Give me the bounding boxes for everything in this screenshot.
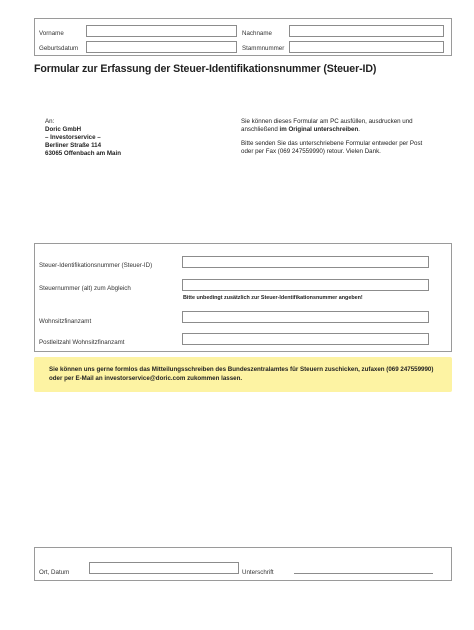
signature-box — [34, 547, 452, 581]
signature-line[interactable] — [294, 573, 433, 574]
notice-box — [34, 357, 452, 392]
nachname-field[interactable] — [289, 25, 444, 37]
geburtsdatum-label: Geburtsdatum — [39, 45, 79, 52]
personal-data-box — [34, 18, 452, 56]
stammnummer-field[interactable] — [289, 41, 444, 53]
steuernummer-field[interactable] — [182, 279, 429, 291]
address-department: – Investorservice – — [45, 134, 101, 141]
page-title: Formular zur Erfassung der Steuer-Identifikationsnummer (Steuer-ID) — [34, 63, 377, 75]
ort-datum-label: Ort, Datum — [39, 569, 70, 576]
address-prefix: An: — [45, 118, 55, 125]
address-city: 63065 Offenbach am Main — [45, 150, 121, 157]
stammnummer-label: Stammnummer — [242, 45, 285, 52]
steuer-id-field[interactable] — [182, 256, 429, 268]
postleitzahl-field[interactable] — [182, 333, 429, 345]
notice-text — [49, 366, 433, 383]
address-company: Doric GmbH — [45, 126, 82, 133]
ort-datum-field[interactable] — [89, 562, 239, 574]
tax-id-box — [34, 243, 452, 352]
vorname-field[interactable] — [86, 25, 237, 37]
recipient-address — [45, 118, 121, 158]
instructions-line-3: Bitte senden Sie das unterschriebene Formular entweder per Post — [241, 140, 423, 147]
nachname-label: Nachname — [242, 30, 272, 37]
vorname-label: Vorname — [39, 30, 64, 37]
instructions-line-2-pre: anschließend — [241, 126, 280, 133]
unterschrift-label: Unterschrift — [242, 569, 274, 576]
instructions-text — [241, 118, 441, 156]
notice-line-2: oder per E-Mail an investorservice@doric.com zukommen lassen. — [49, 374, 243, 382]
wohnsitzfinanzamt-label: Wohnsitzfinanzamt — [39, 318, 92, 325]
postleitzahl-label: Postleitzahl Wohnsitzfinanzamt — [39, 339, 125, 346]
notice-line-1: Sie können uns gerne formlos das Mitteilungsschreiben des Bundeszentralamtes für Steuern zuschicken, zufaxen (069 247559990) — [49, 366, 434, 373]
instructions-line-2-post: . — [358, 126, 361, 133]
instructions-line-2-bold: im Original unterschreiben — [279, 126, 359, 133]
steuer-id-label: Steuer-Identifikationsnummer (Steuer-ID) — [39, 262, 153, 269]
wohnsitzfinanzamt-field[interactable] — [182, 311, 429, 323]
steuernummer-note: Bitte unbedingt zusätzlich zur Steuer-Identifikationsnummer angeben! — [183, 295, 363, 301]
instructions-line-1: Sie können dieses Formular am PC ausfüllen, ausdrucken und — [241, 118, 413, 125]
instructions-line-4: oder per Fax (069 247559990) retour. Vielen Dank. — [241, 148, 381, 155]
instructions-line-2 — [241, 126, 441, 134]
steuernummer-label: Steuernummer (alt) zum Abgleich — [39, 285, 131, 292]
geburtsdatum-field[interactable] — [86, 41, 237, 53]
address-street: Berliner Straße 114 — [45, 142, 102, 149]
